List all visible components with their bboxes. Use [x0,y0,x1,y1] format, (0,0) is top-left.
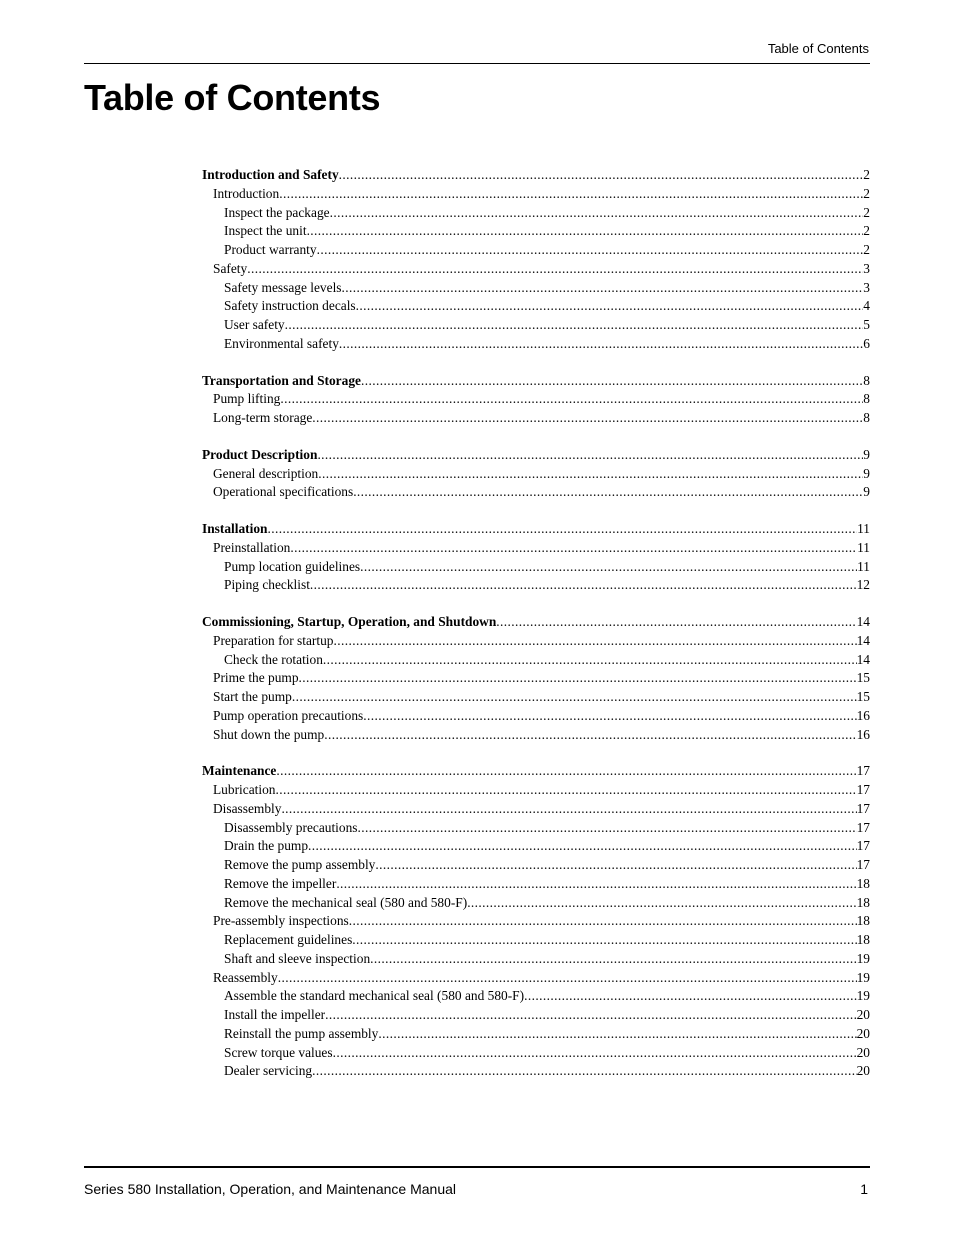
dot-leader [281,800,856,819]
toc-entry-page-number: 20 [856,1044,870,1060]
toc-entry-title: Shut down the pump [213,726,325,742]
toc-entry-title: Introduction [213,185,280,201]
toc-entry-page-number: 8 [863,410,870,425]
toc-entry-page-number: 2 [863,204,870,220]
toc-entry-page-number: 18 [856,913,870,929]
toc-entry[interactable] [202,185,870,204]
toc-entry[interactable] [202,316,870,335]
dot-leader [285,316,864,335]
toc-entry-title: Commissioning, Startup, Operation, and Shutdown [202,614,497,629]
footer-page-number: 1 [860,1181,868,1197]
toc-entry-page-number: 16 [856,726,870,742]
toc-entry-page-number: 14 [856,651,870,667]
dot-leader [360,558,857,577]
table-of-contents [202,166,870,1081]
toc-entry-page-number: 9 [863,465,870,481]
header-rule [84,63,870,64]
toc-entry[interactable] [202,241,870,260]
toc-entry-title: Remove the impeller [224,875,337,891]
dot-leader [317,241,864,260]
toc-entry-page-number: 17 [856,857,870,872]
dot-leader [524,987,857,1006]
dot-leader [349,912,857,931]
toc-entry[interactable] [202,204,870,223]
toc-entry-page-number: 16 [856,707,870,723]
toc-entry-page-number: 12 [856,577,870,593]
toc-entry[interactable] [202,335,870,354]
toc-entry-page-number: 9 [863,446,870,462]
toc-chapter-entry[interactable] [202,762,870,781]
toc-entry-page-number: 6 [863,335,870,351]
dot-leader [267,520,857,539]
toc-entry-page-number: 5 [863,317,870,332]
dot-leader [333,632,856,651]
dot-leader [292,688,857,707]
toc-entry[interactable] [202,894,870,913]
dot-leader [310,576,857,595]
toc-entry[interactable] [202,726,870,745]
toc-entry[interactable] [202,1006,870,1025]
toc-entry-title: Start the pump [213,689,292,704]
toc-entry-page-number: 2 [863,223,870,239]
dot-leader [370,950,856,969]
toc-entry-title: Piping checklist [224,577,310,593]
toc-chapter-entry[interactable] [202,372,870,391]
toc-entry[interactable] [202,1025,870,1044]
toc-entry[interactable] [202,987,870,1006]
toc-entry-page-number: 11 [857,558,870,574]
dot-leader [339,335,863,354]
toc-entry[interactable] [202,576,870,595]
toc-entry-page-number: 17 [856,800,870,816]
toc-chapter-entry[interactable] [202,520,870,539]
dot-leader [353,483,863,502]
toc-entry-page-number: 20 [856,1007,870,1022]
toc-entry-page-number: 20 [856,1063,870,1079]
toc-entry-title: Transportation and Storage [202,372,361,388]
toc-entry[interactable] [202,781,870,800]
toc-entry-title: Disassembly [213,800,282,816]
dot-leader [312,409,863,428]
footer-manual-title: Series 580 Installation, Operation, and Maintenance Manual [84,1181,457,1197]
toc-entry-title: Pump lifting [213,391,281,407]
dot-leader [356,297,864,316]
toc-entry-title: Shaft and sleeve inspection [224,950,371,966]
dot-leader [279,185,863,204]
dot-leader [496,613,856,632]
dot-leader [278,969,857,988]
toc-entry-page-number: 8 [863,372,870,388]
toc-entry-title: Product Description [202,446,318,462]
toc-entry-title: Maintenance [202,763,277,779]
dot-leader [247,260,863,279]
dot-leader [299,669,857,688]
dot-leader [467,894,856,913]
toc-entry-title: Drain the pump [224,838,309,854]
toc-entry-title: Install the impeller [224,1007,326,1022]
toc-chapter-entry[interactable] [202,166,870,185]
toc-entry[interactable] [202,819,870,838]
toc-entry-page-number: 17 [856,763,870,779]
running-header: Table of Contents [767,41,869,56]
toc-entry[interactable] [202,1062,870,1081]
toc-entry[interactable] [202,912,870,931]
dot-leader [361,372,863,391]
toc-entry-page-number: 18 [856,932,870,947]
toc-entry-title: Inspect the package [224,204,330,220]
toc-entry[interactable] [202,222,870,241]
dot-leader [358,819,857,838]
dot-leader [336,875,856,894]
dot-leader [324,726,856,745]
toc-entry[interactable] [202,409,870,428]
toc-entry[interactable] [202,651,870,670]
dot-leader [280,390,863,409]
toc-entry-title: Replacement guidelines [224,932,353,947]
toc-entry-title: Operational specifications [213,484,354,500]
toc-entry-page-number: 19 [856,950,870,966]
toc-entry[interactable] [202,558,870,577]
page-title: Table of Contents [84,77,381,118]
dot-leader [375,856,856,875]
dot-leader [333,1044,857,1063]
toc-entry[interactable] [202,950,870,969]
toc-entry-title: User safety [224,317,285,332]
toc-chapter-entry[interactable] [202,446,870,465]
toc-entry-title: Product warranty [224,242,317,257]
toc-entry[interactable] [202,632,870,651]
toc-entry-page-number: 17 [856,819,870,835]
toc-entry[interactable] [202,390,870,409]
toc-entry-title: Installation [202,521,268,536]
dot-leader [330,204,864,223]
toc-entry-title: Introduction and Safety [202,167,339,182]
toc-entry-title: Lubrication [213,782,276,797]
toc-entry-title: Inspect the unit [224,223,307,239]
toc-entry[interactable] [202,856,870,875]
toc-entry[interactable] [202,969,870,988]
toc-entry-title: Dealer servicing [224,1063,313,1079]
toc-entry-title: Assemble the standard mechanical seal (580 and 580-F) [224,988,525,1004]
toc-entry-page-number: 8 [863,391,870,407]
toc-entry-title: Screw torque values [224,1044,333,1060]
toc-entry[interactable] [202,539,870,558]
toc-entry-page-number: 19 [856,988,870,1004]
dot-leader [308,837,857,856]
toc-chapter-entry[interactable] [202,613,870,632]
dot-leader [276,762,856,781]
toc-entry-page-number: 11 [857,539,870,555]
dot-leader [323,651,857,670]
toc-entry-page-number: 11 [857,521,870,536]
footer-rule [84,1166,870,1168]
toc-entry-title: Safety instruction decals [224,298,356,314]
toc-entry-page-number: 15 [856,670,870,686]
toc-entry-title: Preparation for startup [213,632,334,648]
toc-entry-title: Pump operation precautions [213,707,364,723]
dot-leader [318,465,863,484]
toc-entry-page-number: 18 [856,875,870,891]
toc-entry-page-number: 20 [856,1025,870,1041]
toc-entry-title: Prime the pump [213,670,299,686]
toc-entry[interactable] [202,297,870,316]
toc-entry-title: Preinstallation [213,539,291,555]
toc-entry-title: Check the rotation [224,651,323,667]
dot-leader [342,279,864,298]
dot-leader [317,446,863,465]
dot-leader [307,222,864,241]
dot-leader [275,781,856,800]
toc-entry-page-number: 3 [863,279,870,295]
toc-entry-title: Pre-assembly inspections [213,913,349,929]
dot-leader [378,1025,856,1044]
toc-entry[interactable] [202,669,870,688]
dot-leader [325,1006,856,1025]
dot-leader [290,539,857,558]
toc-entry-title: General description [213,465,319,481]
dot-leader [363,707,856,726]
toc-entry-title: Disassembly precautions [224,819,358,835]
toc-entry-page-number: 14 [856,632,870,648]
dot-leader [352,931,856,950]
toc-entry-title: Environmental safety [224,335,339,351]
toc-entry-title: Reinstall the pump assembly [224,1025,379,1041]
toc-entry[interactable] [202,800,870,819]
toc-entry-title: Pump location guidelines [224,558,361,574]
toc-entry-title: Long-term storage [213,410,313,425]
toc-entry[interactable] [202,465,870,484]
toc-entry-title: Remove the pump assembly [224,857,376,872]
toc-entry-page-number: 9 [863,484,870,500]
dot-leader [312,1062,856,1081]
toc-entry-page-number: 4 [863,298,870,314]
dot-leader [339,166,864,185]
toc-entry[interactable] [202,279,870,298]
toc-entry-page-number: 15 [856,689,870,704]
toc-entry-page-number: 14 [856,614,870,629]
toc-entry-page-number: 19 [856,969,870,985]
toc-entry-page-number: 17 [856,838,870,854]
toc-entry[interactable] [202,837,870,856]
toc-entry-page-number: 17 [856,782,870,797]
toc-entry[interactable] [202,931,870,950]
toc-entry[interactable] [202,707,870,726]
toc-entry-page-number: 2 [863,167,870,182]
toc-entry-page-number: 2 [863,185,870,201]
toc-entry[interactable] [202,260,870,279]
toc-entry-page-number: 2 [863,242,870,257]
toc-entry[interactable] [202,688,870,707]
toc-entry[interactable] [202,1044,870,1063]
toc-entry[interactable] [202,875,870,894]
toc-entry-page-number: 18 [856,894,870,910]
toc-entry-title: Safety message levels [224,279,342,295]
toc-entry-title: Remove the mechanical seal (580 and 580-F) [224,894,468,910]
toc-entry-title: Safety [213,260,248,276]
toc-entry-page-number: 3 [863,260,870,276]
toc-entry-title: Reassembly [213,969,278,985]
toc-entry[interactable] [202,483,870,502]
